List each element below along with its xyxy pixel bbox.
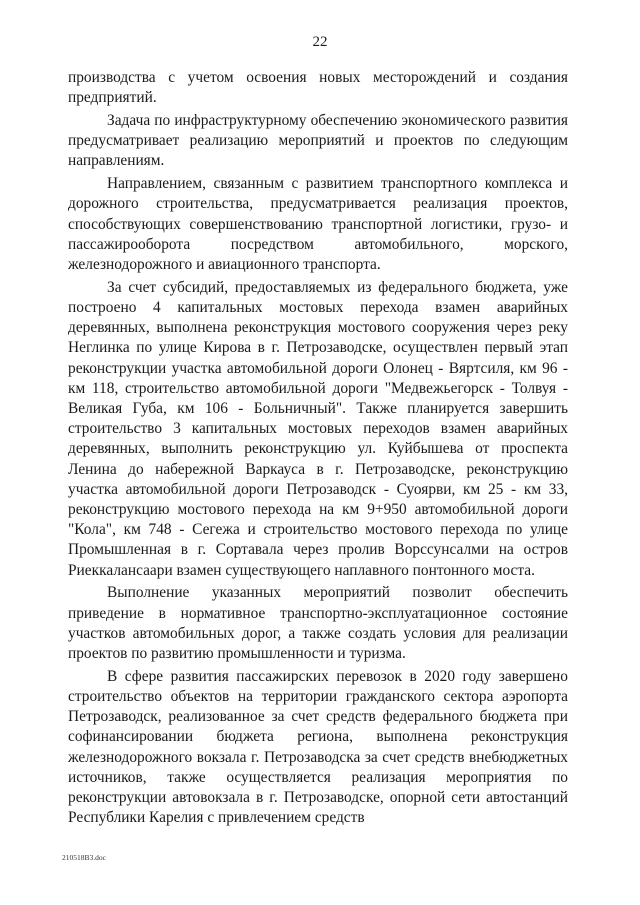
- paragraph-federal-subsidies: За счет субсидий, предоставляемых из федерального бюджета, уже построено 4 капитальных мостовых перехода взамен аварийных деревянных, выполнена реконструкция мостового сооружения через реку Неглинка по улице Кирова в г. Петрозаводске, осуществлен первый этап реконструкции участка автомобильной дороги Олонец - Вяртсиля, км 96 - км 118, строительство автомобильной дороги "Медвежьегорск - Толвуя - Великая Губа, км 106 - Больничный". Также планируется завершить строительство 3 капитальных мостовых переходов взамен аварийных деревянных, выполнить реконструкцию ул. Куйбышева от проспекта Ленина до набережной Варкауса в г. Петрозаводске, реконструкцию участка автомобильной дороги Петрозаводск - Суоярви, км 25 - км 33, реконструкцию мостового перехода на км 9+950 автомобильной дороги "Кола", км 748 - Сегежа и строительство мостового перехода по улице Промышленная в г. Сортавала через пролив Ворссунсалми на остров Риеккалансаари взамен существующего наплавного понтонного моста.: [68, 278, 568, 579]
- paragraph-passenger-transport: В сфере развития пассажирских перевозок в 2020 году завершено строительство объектов на территории гражданского сектора аэропорта Петрозаводск, реализованное за счет средств федерального бюджета при софинансировании бюджета региона, выполнена реконструкция железнодорожного вокзала г. Петрозаводска за счет средств внебюджетных источников, также осуществляется реализация мероприятия по реконструкции автовокзала в г. Петрозаводске, опорной сети автостанций Республики Карелия с привлечением средств: [68, 667, 568, 827]
- paragraph-continuation: производства с учетом освоения новых месторождений и создания предприятий.: [68, 69, 568, 107]
- paragraph-measures-result: Выполнение указанных мероприятий позволит обеспечить приведение в нормативное транспортно-эксплуатационное состояние участков автомобильных дорог, а также создать условия для реализации проектов по развитию промышленности и туризма.: [68, 584, 568, 663]
- paragraph-transport-direction: Направлением, связанным с развитием транспортного комплекса и дорожного строительства, предусматривается реализация проектов, способствующих совершенствованию транспортной логистики, грузо- и пассажирооборота посредством автомобильного, морского, железнодорожного и авиационного транспорта.: [68, 175, 568, 274]
- document-body: [68, 68, 568, 831]
- page-number: 22: [312, 34, 328, 50]
- document-footer-filename: 210518В3.doc: [62, 853, 106, 862]
- paragraph-infrastructure-task: Задача по инфраструктурному обеспечению экономического развития предусматривает реализацию мероприятий и проектов по следующим направлениям.: [68, 112, 568, 170]
